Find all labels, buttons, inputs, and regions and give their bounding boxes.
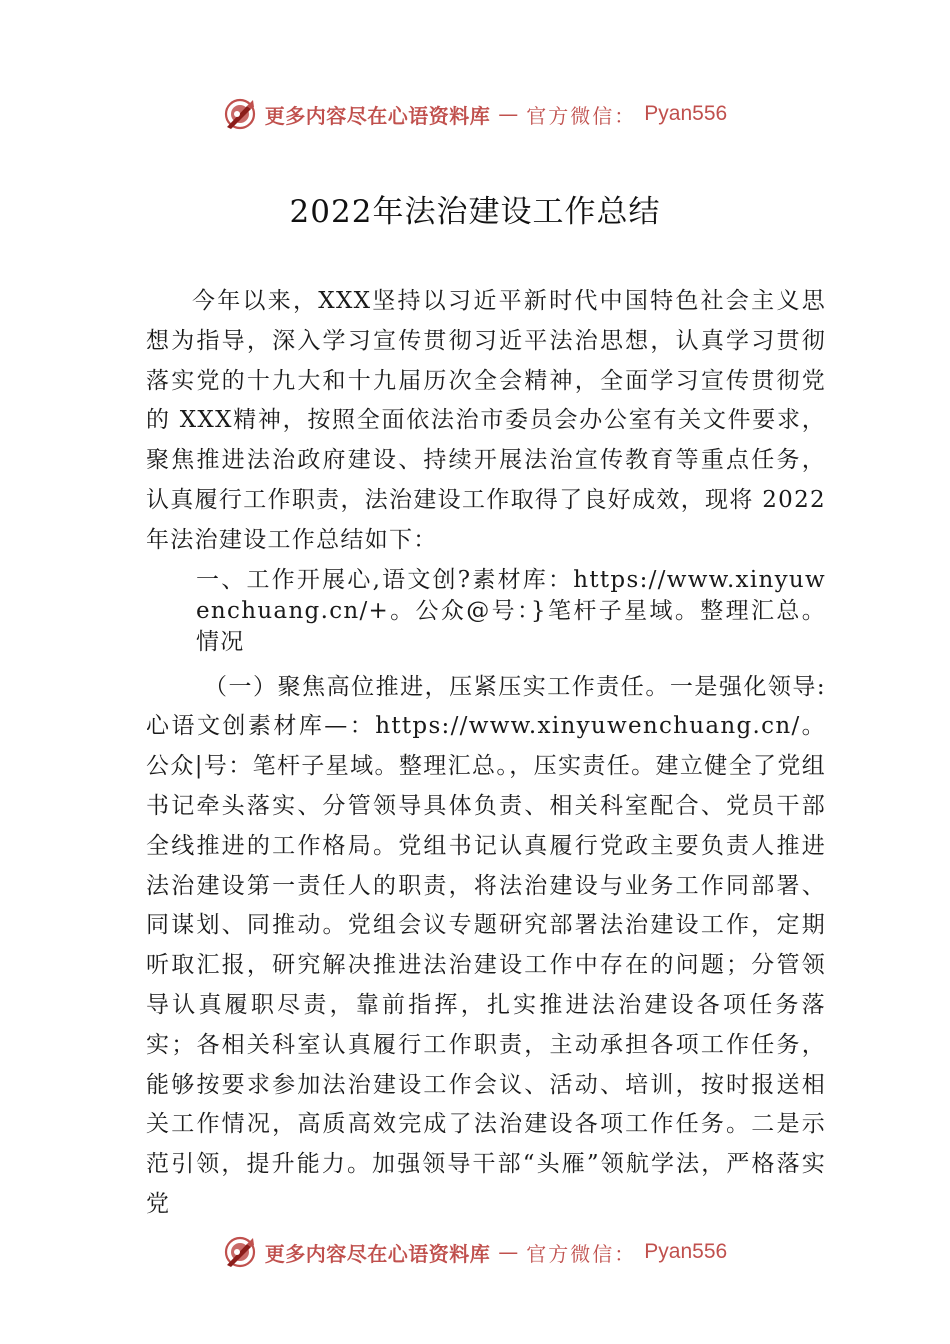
intro-paragraph: 今年以来，XXX坚持以习近平新时代中国特色社会主义思想为指导，深入学习宣传贯彻习近平法治思想，认真学习贯彻落实党的十九大和十九届历次全会精神，全面学习宣传贯彻党的 XXX精神，按照全面依法治市委员会办公室有关文件要求，聚焦推进法治政府建设、持续开展法治宣传教育等重点任务，认真履行工作职责，法治建设工作取得了良好成效，现将 2022年法治建设工作总结如下： <box>146 288 826 553</box>
banner-wechat-id: Pyan556 <box>644 1240 728 1263</box>
banner-wechat-label: 官方微信： <box>526 103 637 128</box>
banner-brand: 更多内容尽在心语资料库 <box>264 1241 491 1266</box>
banner-separator: — <box>498 102 519 126</box>
document-body <box>146 282 826 1225</box>
banner-wechat-id: Pyan556 <box>644 102 728 125</box>
footer-banner <box>0 1234 950 1270</box>
section-paragraph-1: （一）聚焦高位推进，压紧压实工作责任。一是强化领导:心语文创素材库—：https://www.xinyuwenchuang.cn/。公众|号：笔杆子星域。整理汇总。，压实责任。建立健全了党组书记牵头落实、分管领导具体负责、相关科室配合、党员干部全线推进的工作格局。党组书记认真履行党政主要负责人推进法治建设第一责任人的职责，将法治建设与业务工作同部署、同谋划、同推动。党组会议专题研究部署法治建设工作，定期听取汇报，研究解决推进法治建设工作中存在的问题；分管领导认真履职尽责，靠前指挥，扎实推进法治建设各项任务落实；各相关科室认真履行工作职责，主动承担各项工作任务，能够按要求参加法治建设工作会议、活动、培训，按时报送相关工作情况，高质高效完成了法治建设各项工作任务。二是示范引领，提升能力。加强领导干部“头雁”领航学法，严格落实党 <box>146 673 826 1217</box>
pen-logo-icon <box>223 1235 257 1269</box>
header-banner <box>0 96 950 132</box>
document-title: 2022年法治建设工作总结 <box>289 194 661 230</box>
banner-brand: 更多内容尽在心语资料库 <box>264 103 491 128</box>
section-heading-1: 一、工作开展心,语文创?素材库：https://www.xinyuwenchuang.cn/+。公众@号：}笔杆子星域。整理汇总。情况 <box>196 566 826 655</box>
pen-logo-icon <box>223 97 257 131</box>
banner-separator: — <box>498 1240 519 1264</box>
banner-wechat-label: 官方微信： <box>526 1241 637 1266</box>
